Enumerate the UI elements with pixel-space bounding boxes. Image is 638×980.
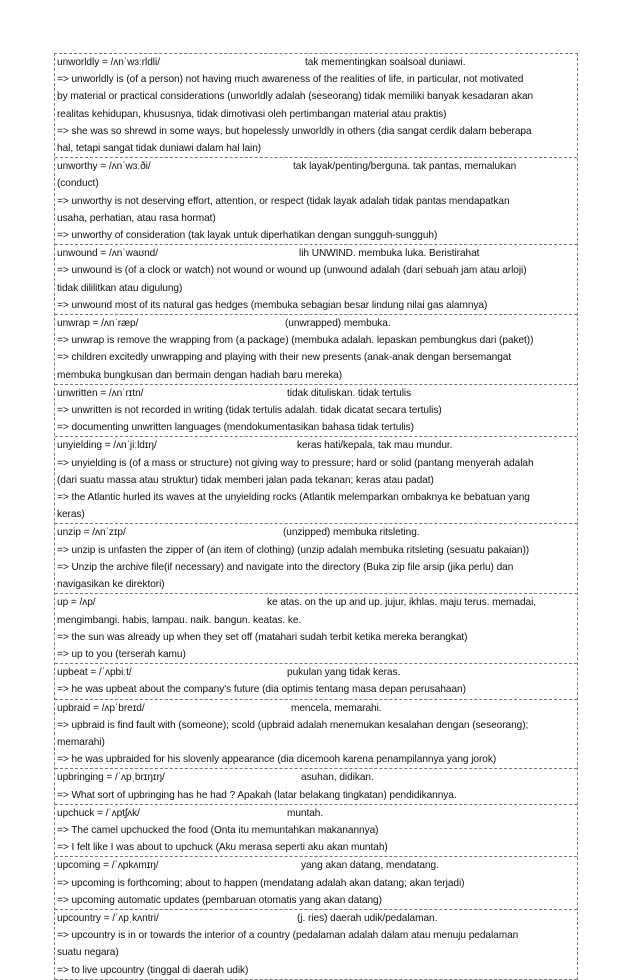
translation: (j. ries) daerah udik/pedalaman. bbox=[297, 912, 438, 924]
headword-pronunciation: unwritten = /ʌnˈrɪtn/ bbox=[57, 387, 144, 399]
translation: (unwrapped) membuka. bbox=[285, 318, 391, 330]
continuation-line: tidak dililitkan atau digulung) bbox=[57, 282, 183, 294]
example-line: => unwound is (of a clock or watch) not wound or wound up (unwound adalah (dari sebuah jam atau arloji) bbox=[57, 265, 527, 277]
example-line: => he was upbeat about the company's future (dia optimis tentang masa depan perusahaan) bbox=[57, 684, 466, 696]
translation: keras hati/kepala, tak mau mundur. bbox=[297, 440, 453, 452]
entry-headline bbox=[57, 54, 576, 71]
headword-pronunciation: upbringing = /ˈʌpˌbrɪŋɪŋ/ bbox=[57, 772, 165, 784]
example-line: => The camel upchucked the food (Onta itu memuntahkan makanannya) bbox=[57, 824, 379, 836]
continuation-line: memarahi) bbox=[57, 736, 105, 748]
headword-pronunciation: up = /ʌp/ bbox=[57, 597, 96, 609]
example-line: => up to you (terserah kamu) bbox=[57, 648, 186, 660]
entry-headline bbox=[57, 910, 576, 927]
example-line: => upcoming is forthcoming; about to happen (mendatang adalah akan datang; akan terjadi) bbox=[57, 877, 465, 889]
entry-headline bbox=[57, 245, 576, 262]
continuation-line: (conduct) bbox=[57, 178, 99, 190]
translation: asuhan, didikan. bbox=[301, 772, 374, 784]
example-line: => to live upcountry (tinggal di daerah udik) bbox=[57, 964, 249, 976]
example-line: => unworthy is not deserving effort, attention, or respect (tidak layak adalah tidak pantas mendapatkan bbox=[57, 195, 510, 207]
translation: tak layak/penting/berguna. tak pantas, memalukan bbox=[293, 161, 517, 173]
entry-headline bbox=[57, 700, 576, 717]
headword-pronunciation: upchuck = /ˈʌptʃʌk/ bbox=[57, 807, 140, 819]
example-line: => unworldly is (of a person) not having much awareness of the realities of life, in particular, not motivated bbox=[57, 74, 524, 86]
dictionary-entry bbox=[55, 805, 577, 858]
example-line: => upbraid is find fault with (someone); scold (upbraid adalah menemukan kesalahan dengan (seseorang); bbox=[57, 719, 529, 731]
example-line: => she was so shrewd in some ways, but hopelessly unworldly in others (dia sangat cerdik dalam beberapa bbox=[57, 125, 532, 137]
dictionary-entry bbox=[55, 385, 577, 438]
example-line: => the sun was already up when they set off (matahari sudah terbit ketika mereka berangkat) bbox=[57, 631, 468, 643]
continuation-line: mengimbangi. habis, lampau. naik. bangun. keatas. ke. bbox=[57, 614, 302, 626]
dictionary-entry bbox=[55, 245, 577, 315]
entry-headline bbox=[57, 769, 576, 786]
headword-pronunciation: unwound = /ʌnˈwaʊnd/ bbox=[57, 248, 158, 260]
entry-headline bbox=[57, 524, 576, 541]
example-line: => unwrap is remove the wrapping from (a package) (membuka adalah. lepaskan pembungkus dari (paket)) bbox=[57, 335, 534, 347]
dictionary-document bbox=[54, 53, 578, 980]
example-line: => I felt like I was about to upchuck (Aku merasa seperti aku akan muntah) bbox=[57, 842, 388, 854]
continuation-line: usaha, perhatian, atau rasa hormat) bbox=[57, 212, 216, 224]
entry-headline bbox=[57, 437, 576, 454]
continuation-line: by material or practical considerations (unworldly adalah (seseorang) tidak memiliki banyak kesadaran akan bbox=[57, 91, 534, 103]
entry-headline bbox=[57, 857, 576, 874]
entry-headline bbox=[57, 385, 576, 402]
dictionary-entry bbox=[55, 524, 577, 594]
entry-headline bbox=[57, 594, 576, 611]
example-line: => upcoming automatic updates (pembaruan otomatis yang akan datang) bbox=[57, 894, 382, 906]
example-line: => upcountry is in or towards the interior of a country (pedalaman adalah dalam atau menuju pedalaman bbox=[57, 930, 519, 942]
translation: (unzipped) membuka ritsleting. bbox=[283, 527, 420, 539]
example-line: => unworthy of consideration (tak layak untuk diperhatikan dengan sungguh-sungguh) bbox=[57, 230, 438, 242]
translation: muntah. bbox=[287, 807, 324, 819]
dictionary-entry bbox=[55, 437, 577, 524]
headword-pronunciation: unworthy = /ʌnˈwɜːði/ bbox=[57, 161, 151, 173]
headword-pronunciation: unwrap = /ʌnˈræp/ bbox=[57, 318, 139, 330]
dictionary-entry bbox=[55, 664, 577, 699]
headword-pronunciation: upbraid = /ʌpˈbreɪd/ bbox=[57, 702, 145, 714]
continuation-line: membuka bungkusan dan bermain dengan hadiah baru mereka) bbox=[57, 369, 343, 381]
translation: yang akan datang, mendatang. bbox=[301, 860, 439, 872]
headword-pronunciation: unzip = /ʌnˈzɪp/ bbox=[57, 527, 126, 539]
continuation-line: navigasikan ke direktori) bbox=[57, 579, 165, 591]
dictionary-entry bbox=[55, 700, 577, 770]
example-line: => the Atlantic hurled its waves at the unyielding rocks (Atlantik melemparkan ombaknya ke bebatuan yang bbox=[57, 492, 530, 504]
continuation-line: (dari suatu massa atau struktur) tidak memberi jalan pada tekanan; keras atau padat) bbox=[57, 474, 434, 486]
headword-pronunciation: unworldly = /ʌnˈwɜːrldli/ bbox=[57, 57, 160, 68]
headword-pronunciation: upcoming = /ˈʌpkʌmɪŋ/ bbox=[57, 860, 159, 872]
example-line: => unzip is unfasten the zipper of (an item of clothing) (unzip adalah membuka ritsleting (sesuatu pakaian)) bbox=[57, 544, 530, 556]
dictionary-entry bbox=[55, 594, 577, 664]
headword-pronunciation: upbeat = /ˈʌpbiːt/ bbox=[57, 667, 132, 679]
continuation-line: hal, tetapi sangat tidak duniawi dalam hal lain) bbox=[57, 143, 262, 155]
entry-headline bbox=[57, 158, 576, 175]
example-line: => he was upbraided for his slovenly appearance (dia dicemooh karena penampilannya yang jorok) bbox=[57, 754, 497, 766]
continuation-line: realitas kehidupan, khususnya, tidak dimotivasi oleh pertimbangan material atau praktis) bbox=[57, 108, 447, 120]
example-line: => What sort of upbringing has he had ? Apakah (latar belakang tingkatan) pendidikannya. bbox=[57, 789, 457, 801]
dictionary-entry bbox=[55, 54, 577, 158]
continuation-line: keras) bbox=[57, 509, 85, 521]
entry-headline bbox=[57, 315, 576, 332]
dictionary-entry bbox=[55, 910, 577, 980]
translation: lih UNWIND. membuka luka. Beristirahat bbox=[299, 248, 480, 260]
translation: ke atas. on the up and up. jujur, ikhlas. maju terus. memadai, bbox=[267, 597, 537, 609]
example-line: => Unzip the archive file(if necessary) and navigate into the directory (Buka zip file arsip (jika perlu) dan bbox=[57, 561, 514, 573]
dictionary-entry bbox=[55, 769, 577, 804]
translation: mencela, memarahi. bbox=[291, 702, 382, 714]
translation: pukulan yang tidak keras. bbox=[287, 667, 401, 679]
translation: tak mementingkan soalsoal duniawi. bbox=[305, 57, 466, 68]
example-line: => unyielding is (of a mass or structure) not giving way to pressure; hard or solid (pantang menyerah adalah bbox=[57, 457, 534, 469]
entry-headline bbox=[57, 664, 576, 681]
continuation-line: suatu negara) bbox=[57, 947, 119, 959]
headword-pronunciation: unyielding = /ʌnˈjiːldɪŋ/ bbox=[57, 440, 157, 452]
example-line: => unwritten is not recorded in writing (tidak tertulis adalah. tidak dicatat secara tertulis) bbox=[57, 405, 442, 417]
dictionary-entry bbox=[55, 857, 577, 910]
dictionary-entry bbox=[55, 158, 577, 245]
entry-headline bbox=[57, 805, 576, 822]
example-line: => unwound most of its natural gas hedges (membuka sebagian besar lindung nilai gas alamnya) bbox=[57, 299, 488, 311]
translation: tidak dituliskan. tidak tertulis bbox=[287, 387, 412, 399]
headword-pronunciation: upcountry = /ˈʌpˌkʌntri/ bbox=[57, 912, 159, 924]
example-line: => documenting unwritten languages (mendokumentasikan bahasa tidak tertulis) bbox=[57, 422, 414, 434]
dictionary-entry bbox=[55, 315, 577, 385]
example-line: => children excitedly unwrapping and playing with their new presents (anak-anak dengan bersemangat bbox=[57, 352, 512, 364]
